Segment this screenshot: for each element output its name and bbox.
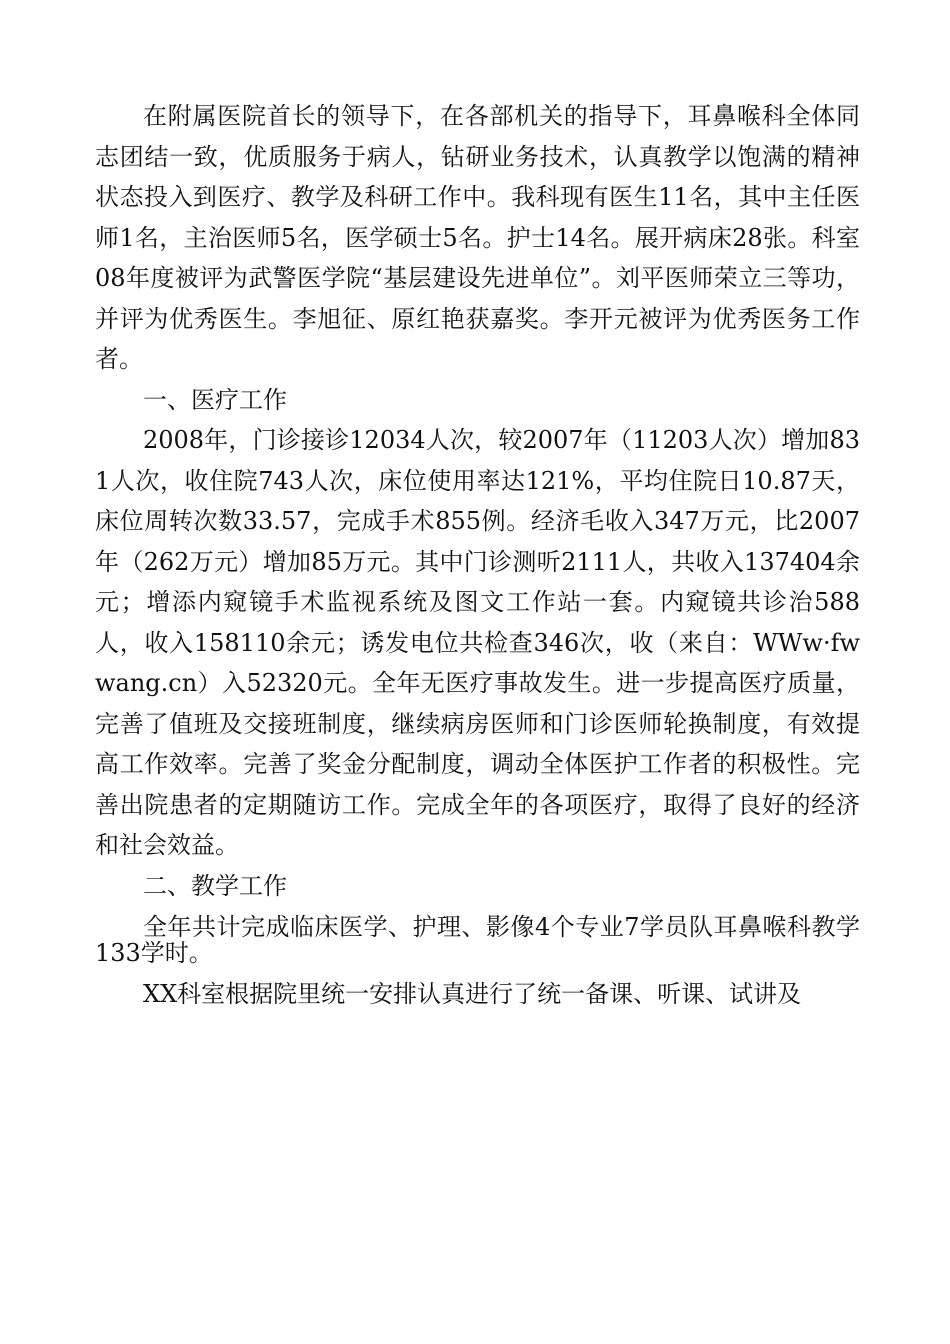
- section-heading-teaching: 二、教学工作: [143, 871, 287, 900]
- document-page: [95, 96, 860, 1015]
- teaching-hours-paragraph: 全年共计完成临床医学、护理、影像4个专业7学员队耳鼻喉科教学133学时。: [95, 913, 860, 967]
- medical-work-paragraph: 2008年，门诊接诊12034人次，较2007年（11203人次）增加831人次，收住院743人次，床位使用率达121%，平均住院日10.87天，床位周转次数33.57，完成手术855例。经济毛收入347万元，比2007年（262万元）增加85万元。其中门诊测听2111人，共收入137404余元；增添内窥镜手术监视系统及图文工作站一套。内窥镜共诊治588人，收入158110余元；诱发电位共检查346次，收（来自：WWw·fwwang.cn）入52320元。全年无医疗事故发生。进一步提高医疗质量，完善了值班及交接班制度，继续病房医师和门诊医师轮换制度，有效提高工作效率。完善了奖金分配制度，调动全体医护工作者的积极性。完善出院患者的定期随访工作。完成全年的各项医疗，取得了良好的经济和社会效益。: [95, 426, 860, 859]
- section-heading-medical: 一、医疗工作: [143, 385, 287, 414]
- teaching-prep-paragraph: XX科室根据院里统一安排认真进行了统一备课、听课、试讲及: [143, 980, 802, 1008]
- intro-paragraph: 在附属医院首长的领导下，在各部机关的指导下，耳鼻喉科全体同志团结一致，优质服务于病人，钻研业务技术，认真教学以饱满的精神状态投入到医疗、教学及科研工作中。我科现有医生11名，其中主任医师1名，主治医师5名，医学硕士5名。护士14名。展开病床28张。科室08年度被评为武警医学院“基层建设先进单位”。刘平医师荣立三等功，并评为优秀医生。李旭征、原红艳获嘉奖。李开元被评为优秀医务工作者。: [95, 102, 860, 373]
